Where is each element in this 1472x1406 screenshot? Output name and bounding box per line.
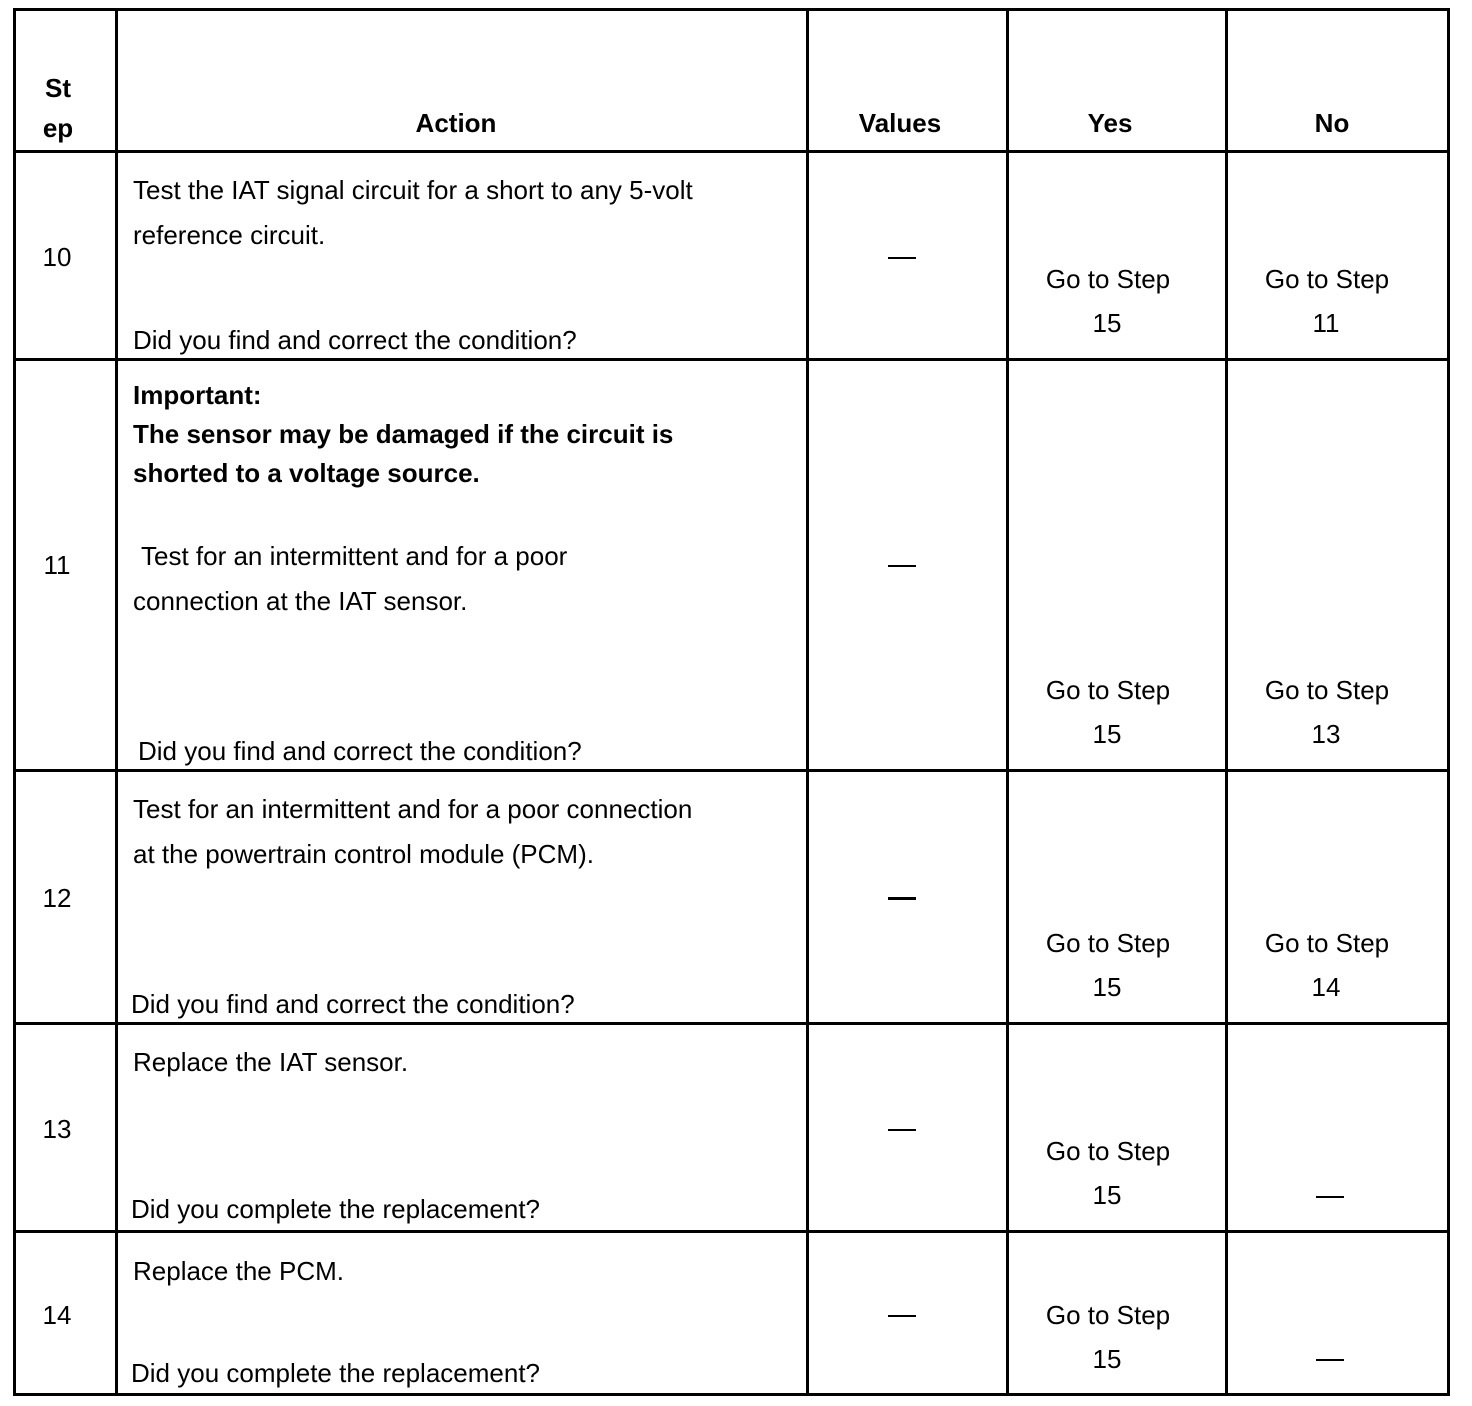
action-question: Did you find and correct the condition? xyxy=(133,325,577,355)
action-text: reference circuit. xyxy=(133,220,326,250)
action-text: Replace the IAT sensor. xyxy=(133,1047,409,1077)
row-divider xyxy=(13,1230,1450,1233)
step-number: 13 xyxy=(42,1114,72,1144)
yes-goto-step[interactable]: 15 xyxy=(1092,1180,1122,1210)
row-divider xyxy=(13,150,1450,153)
column-divider xyxy=(806,8,809,1396)
row-divider xyxy=(13,769,1450,772)
header-yes: Yes xyxy=(1087,108,1133,138)
table-border-right xyxy=(1447,8,1450,1396)
no-goto-step[interactable]: 14 xyxy=(1311,972,1341,1002)
no-dash xyxy=(1316,1196,1344,1198)
column-divider xyxy=(1006,8,1009,1396)
yes-goto-step[interactable]: 15 xyxy=(1092,1344,1122,1374)
action-question: Did you complete the replacement? xyxy=(131,1194,541,1224)
yes-goto[interactable]: Go to Step xyxy=(1045,264,1171,294)
value-dash xyxy=(888,257,916,259)
action-question: Did you complete the replacement? xyxy=(131,1358,541,1388)
no-goto-step[interactable]: 13 xyxy=(1311,719,1341,749)
value-dash xyxy=(888,565,916,567)
no-goto-step[interactable]: 11 xyxy=(1312,308,1340,338)
no-dash xyxy=(1316,1359,1344,1361)
header-step-line2: ep xyxy=(42,113,74,143)
action-text: Test for an intermittent and for a poor connection xyxy=(133,794,693,824)
table-border-bottom xyxy=(13,1393,1450,1396)
column-divider xyxy=(115,8,118,1396)
action-text: connection at the IAT sensor. xyxy=(133,586,468,616)
action-question: Did you find and correct the condition? xyxy=(131,989,575,1019)
action-text: at the powertrain control module (PCM). xyxy=(133,839,594,869)
value-dash xyxy=(888,1129,916,1131)
yes-goto-step[interactable]: 15 xyxy=(1092,972,1122,1002)
important-label: Important: xyxy=(133,380,262,410)
step-number: 14 xyxy=(42,1300,72,1330)
action-text: Replace the PCM. xyxy=(133,1256,344,1286)
value-dash xyxy=(888,1315,916,1317)
table-border-left xyxy=(13,8,16,1396)
header-step-line1: St xyxy=(45,73,71,103)
header-action: Action xyxy=(415,108,497,138)
important-note: The sensor may be damaged if the circuit is xyxy=(133,419,674,449)
row-divider xyxy=(13,1022,1450,1025)
yes-goto-step[interactable]: 15 xyxy=(1092,308,1122,338)
important-note: shorted to a voltage source. xyxy=(133,458,480,488)
header-values: Values xyxy=(858,108,942,138)
table-border-top xyxy=(13,8,1450,11)
header-no: No xyxy=(1314,108,1350,138)
yes-goto[interactable]: Go to Step xyxy=(1045,928,1171,958)
no-goto[interactable]: Go to Step xyxy=(1264,264,1390,294)
value-dash xyxy=(888,897,916,900)
yes-goto[interactable]: Go to Step xyxy=(1045,1300,1171,1330)
column-divider xyxy=(1225,8,1228,1396)
action-text: Test for an intermittent and for a poor xyxy=(141,541,568,571)
no-goto[interactable]: Go to Step xyxy=(1264,928,1390,958)
step-number: 12 xyxy=(42,883,72,913)
step-number: 11 xyxy=(43,550,71,580)
action-question: Did you find and correct the condition? xyxy=(138,736,582,766)
action-text: Test the IAT signal circuit for a short to any 5-volt xyxy=(133,175,693,205)
yes-goto-step[interactable]: 15 xyxy=(1092,719,1122,749)
step-number: 10 xyxy=(42,242,72,272)
no-goto[interactable]: Go to Step xyxy=(1264,675,1390,705)
row-divider xyxy=(13,358,1450,361)
yes-goto[interactable]: Go to Step xyxy=(1045,675,1171,705)
yes-goto[interactable]: Go to Step xyxy=(1045,1136,1171,1166)
header-step xyxy=(43,68,73,148)
